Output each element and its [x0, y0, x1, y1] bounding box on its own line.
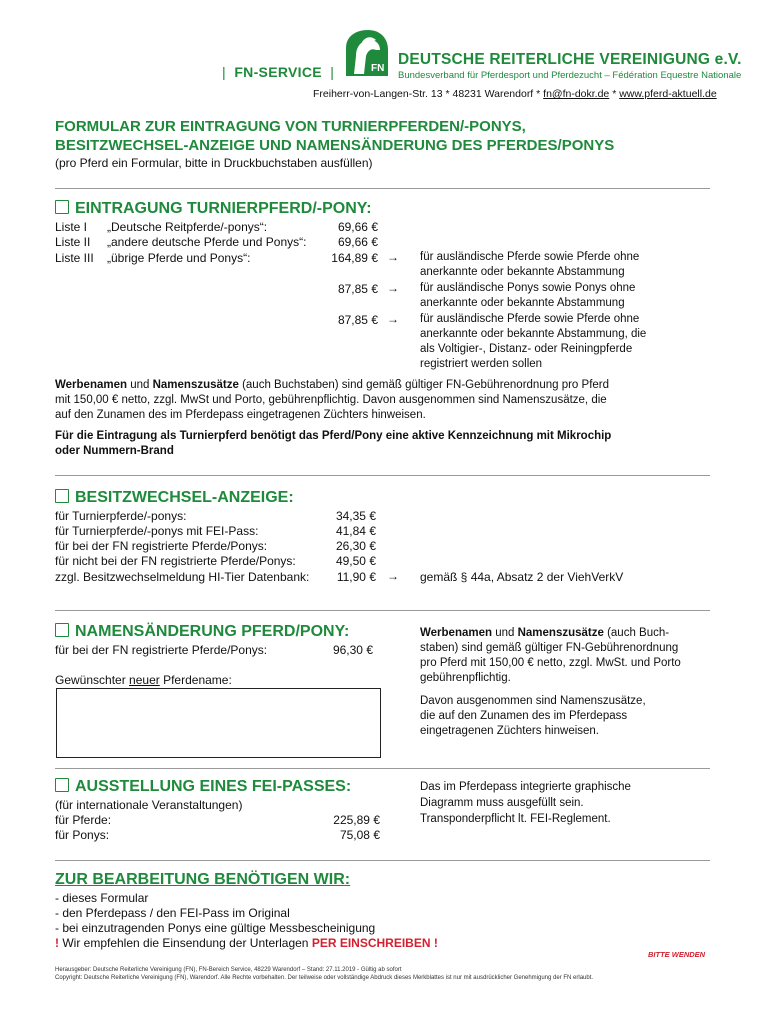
liste-2-price: 69,66 € [337, 235, 378, 249]
fei-note: (für internationale Veranstaltungen) [55, 798, 243, 812]
website-link[interactable]: www.pferd-aktuell.de [619, 88, 717, 100]
liste-1-label: „Deutsche Reitpferde/-ponys“: [107, 220, 268, 234]
service-label: | FN-SERVICE | [222, 64, 335, 80]
namen-row-price: 96,30 € [332, 643, 373, 657]
section-fei-heading: AUSSTELLUNG EINES FEI-PASSES: [55, 778, 351, 796]
werbenamen-para-l2: mit 150,00 € netto, zzgl. MwSt und Porto, gebührenpflichtig. Davon ausgenommen sind Namenszusätze, die [55, 394, 607, 406]
sub-1-arrow: → [387, 250, 399, 264]
liste-1-price: 69,66 € [337, 220, 378, 234]
section-eintragung-heading: EINTRAGUNG TURNIERPFERD/-PONY: [55, 200, 372, 218]
sub-3-line3: als Voltigier-, Distanz- oder Reiningpferde [420, 343, 633, 355]
divider [55, 860, 710, 861]
eintragung-checkbox[interactable] [55, 200, 69, 214]
fei-row-2-price: 75,08 € [339, 828, 380, 842]
namen-right-l1: Werbenamen und Namenszusätze (auch Buch- [420, 627, 670, 639]
section-besitz-heading: BESITZWECHSEL-ANZEIGE: [55, 489, 294, 507]
besitz-row-4-price: 49,50 € [335, 554, 376, 568]
sub-2-line1: für ausländische Ponys sowie Ponys ohne [420, 282, 636, 294]
sub-1-line2: anerkannte oder bekannte Abstammung [420, 266, 625, 278]
wish-name-label: Gewünschter neuer Pferdename: [55, 673, 232, 687]
need-item-2: - den Pferdepass / den FEI-Pass im Original [55, 906, 290, 920]
page-title-line2: BESITZWECHSEL-ANZEIGE UND NAMENSÄNDERUNG DES PFERDES/PONYS [55, 137, 615, 154]
werbenamen-para-l3: auf den Zunamen des im Pferdepass eingetragenen Züchters hinweisen. [55, 409, 426, 421]
besitz-row-1-label: für Turnierpferde/-ponys: [55, 509, 187, 523]
title-note: (pro Pferd ein Formular, bitte in Druckbuchstaben ausfüllen) [55, 156, 373, 170]
need-item-1: - dieses Formular [55, 891, 149, 905]
liste-2: Liste II [55, 235, 91, 249]
besitz-row-2-label: für Turnierpferde/-ponys mit FEI-Pass: [55, 524, 259, 538]
besitz-row-5-label: zzgl. Besitzwechselmeldung HI-Tier Datenbank: [55, 570, 310, 584]
sub-2-line2: anerkannte oder bekannte Abstammung [420, 297, 625, 309]
besitz-row-4-label: für nicht bei der FN registrierte Pferde/Ponys: [55, 554, 296, 568]
footer-line1: Herausgeber: Deutsche Reiterliche Vereinigung (FN), FN-Bereich Service, 48229 Warendorf – Stand: 27.11.2019 - Gültig ab sofort [55, 967, 402, 973]
bitte-wenden: BITTE WENDEN [648, 950, 706, 959]
sub-2-arrow: → [387, 281, 399, 295]
need-item-3: - bei einzutragenden Ponys eine gültige Messbescheinigung [55, 921, 376, 935]
sub-1-price: 164,89 € [331, 251, 378, 265]
fei-row-1-price: 225,89 € [333, 813, 380, 827]
namen-right-l3: pro Pferd mit 150,00 € netto, zzgl. MwSt. und Porto [420, 657, 681, 669]
namen-checkbox[interactable] [55, 623, 69, 637]
sub-1-line1: für ausländische Pferde sowie Pferde ohne [420, 251, 640, 263]
liste-3-label: „übrige Pferde und Ponys“: [107, 251, 251, 265]
divider [55, 768, 710, 769]
fei-checkbox[interactable] [55, 778, 69, 792]
sub-3-line2: anerkannte oder bekannte Abstammung, die [420, 328, 647, 340]
org-subtitle: Bundesverband für Pferdesport und Pferdezucht – Fédération Equestre Nationale [398, 70, 742, 81]
footer-line2: Copyright: Deutsche Reiterliche Vereinigung (FN), Warendorf. Alle Rechte vorbehalten. Der teilweise oder vollständige Abdruck dieses Merkblattes ist nur mit ausdrücklicher Genehmigung der FN erlaubt. [55, 975, 594, 981]
namen-right-l2: staben) sind gemäß gültiger FN-Gebührenordnung [420, 642, 679, 654]
besitz-note: gemäß § 44a, Absatz 2 der ViehVerkV [420, 570, 624, 584]
namen-right-l4: gebührenpflichtig. [420, 672, 511, 684]
einschreiben-note: ! Wir empfehlen die Einsendung der Unterlagen PER EINSCHREIBEN ! [55, 936, 438, 950]
besitz-row-3-price: 26,30 € [335, 539, 376, 553]
logo-text: FN [371, 63, 385, 74]
new-name-input[interactable] [56, 688, 381, 758]
sub-3-arrow: → [387, 312, 399, 326]
fei-right-l3: Transponderpflicht lt. FEI-Reglement. [420, 813, 611, 825]
besitz-arrow: → [387, 569, 399, 583]
liste-3: Liste III [55, 251, 94, 265]
address-line: Freiherr-von-Langen-Str. 13 * 48231 Warendorf * fn@fn-dokr.de * www.pferd-aktuell.de [313, 88, 717, 100]
fei-right-l1: Das im Pferdepass integrierte graphische [420, 781, 631, 793]
org-name: DEUTSCHE REITERLICHE VEREINIGUNG e.V. [398, 51, 742, 68]
email-link[interactable]: fn@fn-dokr.de [543, 88, 610, 100]
sub-3-line1: für ausländische Pferde sowie Pferde ohne [420, 313, 640, 325]
fn-logo [342, 28, 390, 78]
werbenamen-para-l1: Werbenamen und Namenszusätze (auch Buchstaben) sind gemäß gültiger FN-Gebührenordnung pro Pferd [55, 379, 610, 391]
besitz-checkbox[interactable] [55, 489, 69, 503]
besitz-row-5-price: 11,90 € [336, 570, 376, 584]
fei-row-2-label: für Ponys: [55, 828, 110, 842]
section-bearbeitung-heading: ZUR BEARBEITUNG BENÖTIGEN WIR: [55, 871, 351, 888]
fei-right-l2: Diagramm muss ausgefüllt sein. [420, 797, 584, 809]
besitz-row-2-price: 41,84 € [335, 524, 376, 538]
divider [55, 610, 710, 611]
besitz-row-1-price: 34,35 € [335, 509, 376, 523]
liste-2-label: „andere deutsche Pferde und Ponys“: [107, 235, 307, 249]
divider [55, 188, 710, 189]
sub-2-price: 87,85 € [337, 282, 378, 296]
kennzeichnung-l1: Für die Eintragung als Turnierpferd benötigt das Pferd/Pony eine aktive Kennzeichnung mit Mikrochip [55, 430, 612, 442]
namen-right-l7: eingetragenen Züchters hinweisen. [420, 725, 600, 737]
divider [55, 475, 710, 476]
namen-right-l5: Davon ausgenommen sind Namenszusätze, [420, 695, 646, 707]
namen-right-l6: die auf den Zunamen des im Pferdepass [420, 710, 628, 722]
sub-3-price: 87,85 € [337, 313, 378, 327]
page-title-line1: FORMULAR ZUR EINTRAGUNG VON TURNIERPFERDEN/-PONYS, [55, 118, 526, 135]
liste-1: Liste I [55, 220, 88, 234]
namen-row-label: für bei der FN registrierte Pferde/Ponys: [55, 643, 268, 657]
section-namen-heading: NAMENSÄNDERUNG PFERD/PONY: [55, 623, 349, 641]
besitz-row-3-label: für bei der FN registrierte Pferde/Ponys: [55, 539, 268, 553]
fei-row-1-label: für Pferde: [55, 813, 112, 827]
sub-3-line4: registriert werden sollen [420, 358, 543, 370]
kennzeichnung-l2: oder Nummern-Brand [55, 445, 174, 457]
